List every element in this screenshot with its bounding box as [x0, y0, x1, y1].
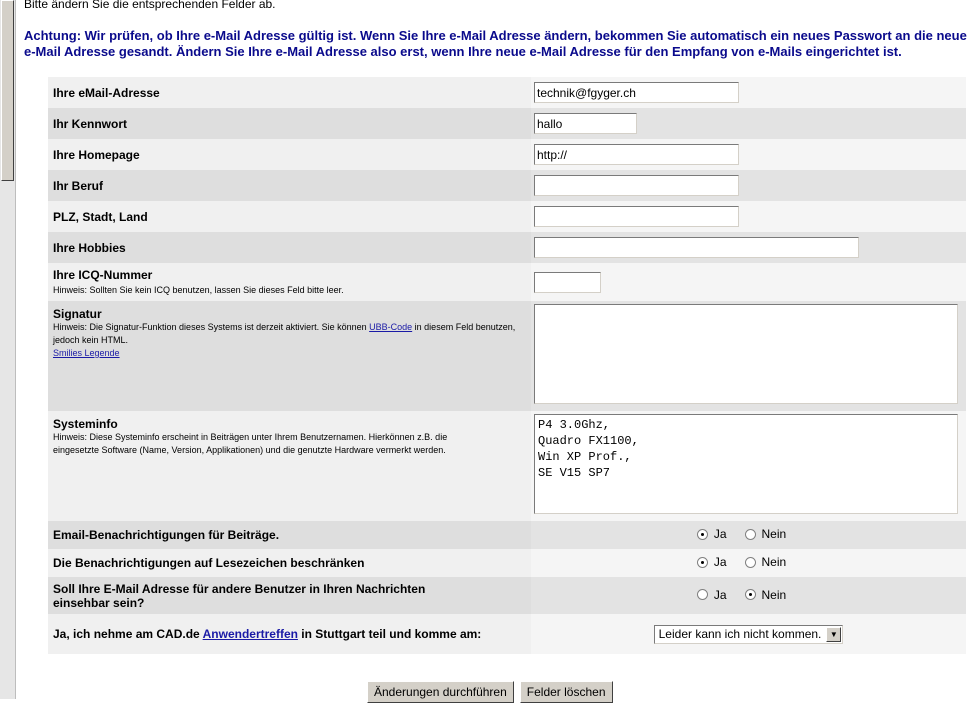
scrollbar-thumb[interactable] [1, 0, 14, 181]
ubb-code-link[interactable]: UBB-Code [369, 322, 413, 332]
sysinfo-label: Systeminfo [53, 417, 118, 431]
homepage-label: Ihre Homepage [53, 147, 140, 162]
bookmark-notify-yes-radio[interactable] [697, 557, 708, 568]
sysinfo-textarea[interactable] [534, 414, 958, 514]
meetup-label [53, 627, 513, 641]
smilies-legend-link[interactable]: Smilies Legende [53, 348, 120, 358]
bookmark-notify-yes-label: Ja [713, 555, 727, 570]
bookmark-notify-no-radio[interactable] [745, 557, 756, 568]
table-row [48, 614, 966, 654]
email-notify-label: Email-Benachrichtigungen für Beiträge. [53, 528, 280, 542]
table-row [48, 411, 966, 521]
table-row [48, 577, 966, 614]
signature-hint-text-end: in diesem Feld benutzen, jedoch kein HTML. [53, 322, 516, 345]
table-row [48, 201, 966, 232]
homepage-field[interactable] [534, 144, 739, 165]
table-row [48, 139, 966, 170]
table-row [48, 301, 966, 411]
submit-changes-button[interactable]: Änderungen durchführen [367, 681, 514, 703]
meetup-select[interactable] [654, 625, 844, 644]
warning-text: Achtung: Wir prüfen, ob Ihre e-Mail Adresse gültig ist. Wenn Sie Ihre e-Mail Adresse ändern, bekommen Sie automatisch ein neues Passwort an die neue e-Mail Adresse gesandt. Ändern Sie Ihre e-Mail Adresse also erst, wenn Ihre neue e-Mail Adresse für den Empfang von e-Mails eingerichtet ist. [24, 28, 967, 59]
table-row [48, 263, 966, 301]
email-visible-yes-radio[interactable] [697, 589, 708, 600]
signature-label: Signatur [53, 307, 102, 321]
email-label: Ihre eMail-Adresse [53, 85, 160, 100]
password-field[interactable] [534, 113, 637, 134]
email-notify-yes-radio[interactable] [697, 529, 708, 540]
sysinfo-hint: Hinweis: Diese Systeminfo erscheint in Beiträgen unter Ihrem Benutzernamen. Hierkönnen z.B. die eingesetzte Software (Name, Version, Applikationen) und die genutzte Hardware vermerkt werden. [53, 432, 448, 455]
chevron-down-icon[interactable]: ▼ [826, 627, 841, 642]
table-row [48, 77, 966, 108]
email-field[interactable] [534, 82, 739, 103]
bookmark-notify-label: Die Benachrichtigungen auf Lesezeichen beschränken [53, 556, 365, 570]
vertical-scrollbar[interactable] [0, 0, 16, 699]
job-field[interactable] [534, 175, 739, 196]
email-notify-yes-label: Ja [713, 527, 727, 542]
table-row [48, 108, 966, 139]
icq-field[interactable] [534, 272, 601, 293]
form-actions [367, 681, 613, 703]
signature-hint [53, 321, 531, 347]
email-notify-no-label: Nein [761, 527, 787, 542]
password-label: Ihr Kennwort [53, 116, 127, 131]
email-notify-no-radio[interactable] [745, 529, 756, 540]
signature-textarea[interactable] [534, 304, 958, 404]
meetup-label-start: Ja, ich nehme am CAD.de [53, 627, 203, 641]
icq-label: Ihre ICQ-Nummer [53, 268, 153, 282]
signature-hint-text: Hinweis: Die Signatur-Funktion dieses Systems ist derzeit aktiviert. Sie können [53, 322, 370, 332]
reset-fields-button[interactable]: Felder löschen [520, 681, 613, 703]
table-row [48, 521, 966, 549]
table-row [48, 549, 966, 577]
profile-form-table [48, 77, 966, 654]
email-visible-no-radio[interactable] [745, 589, 756, 600]
anwendertreffen-link[interactable]: Anwendertreffen [202, 627, 298, 641]
location-label: PLZ, Stadt, Land [53, 209, 148, 224]
table-row [48, 232, 966, 263]
hobbies-field[interactable] [534, 237, 859, 258]
location-field[interactable] [534, 206, 739, 227]
email-visible-yes-label: Ja [713, 587, 727, 602]
bookmark-notify-no-label: Nein [761, 555, 787, 570]
icq-hint: Hinweis: Sollten Sie kein ICQ benutzen, lassen Sie dieses Feld bitte leer. [53, 285, 344, 295]
hobbies-label: Ihre Hobbies [53, 240, 126, 255]
job-label: Ihr Beruf [53, 178, 104, 193]
intro-text: Bitte ändern Sie die entsprechenden Felder ab. [24, 0, 276, 11]
meetup-select-value: Leider kann ich nicht kommen. [658, 627, 822, 641]
meetup-label-end: in Stuttgart teil und komme am: [297, 627, 482, 641]
email-visible-label: Soll Ihre E-Mail Adresse für andere Benutzer in Ihren Nachrichten einsehbar sein? [53, 581, 426, 610]
table-row [48, 170, 966, 201]
email-visible-no-label: Nein [761, 587, 787, 602]
